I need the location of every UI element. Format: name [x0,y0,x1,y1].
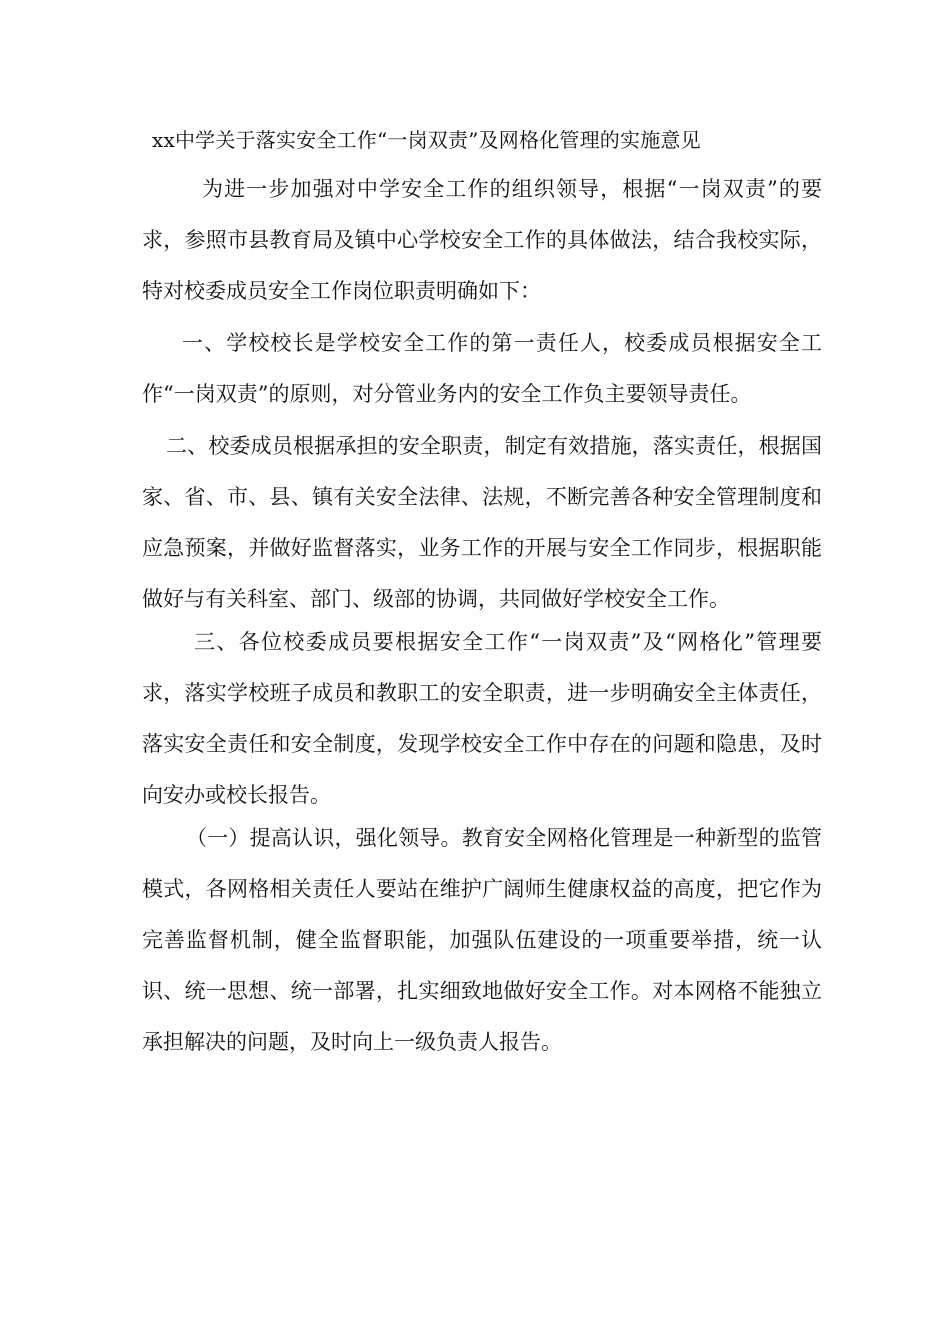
paragraph-intro: 为进一步加强对中学安全工作的组织领导，根据“一岗双责”的要求，参照市县教育局及镇中心学校安全工作的具体做法，结合我校实际，特对校委成员安全工作岗位职责明确如下： [142,177,822,303]
paragraph-section-2: 二、校委成员根据承担的安全职责，制定有效措施，落实责任，根据国家、省、市、县、镇有关安全法律、法规，不断完善各种安全管理制度和应急预案，并做好监督落实，业务工作的开展与安全工作同步，根据职能做好与有关科室、部门、级部的协调，共同做好学校安全工作。 [142,434,822,611]
paragraph-section-3: 三、各位校委成员要根据安全工作“一岗双责”及“网格化”管理要求，落实学校班子成员和教职工的安全职责，进一步明确安全主体责任，落实安全责任和安全制度，发现学校安全工作中存在的问题和隐患，及时向安办或校长报告。 [142,630,822,807]
document-title: xx中学关于落实安全工作“一岗双责”及网格化管理的实施意见 [152,128,701,152]
paragraph-section-1: 一、学校校长是学校安全工作的第一责任人，校委成员根据安全工作“一岗双责”的原则，对分管业务内的安全工作负主要领导责任。 [142,331,822,406]
paragraph-subsection-1: （一）提高认识，强化领导。教育安全网格化管理是一种新型的监管模式，各网格相关责任人要站在维护广阔师生健康权益的高度，把它作为完善监督机制，健全监督职能，加强队伍建设的一项重要举措，统一认识、统一思想、统一部署，扎实细致地做好安全工作。对本网格不能独立承担解决的问题，及时向上一级负责人报告。 [142,826,822,1054]
